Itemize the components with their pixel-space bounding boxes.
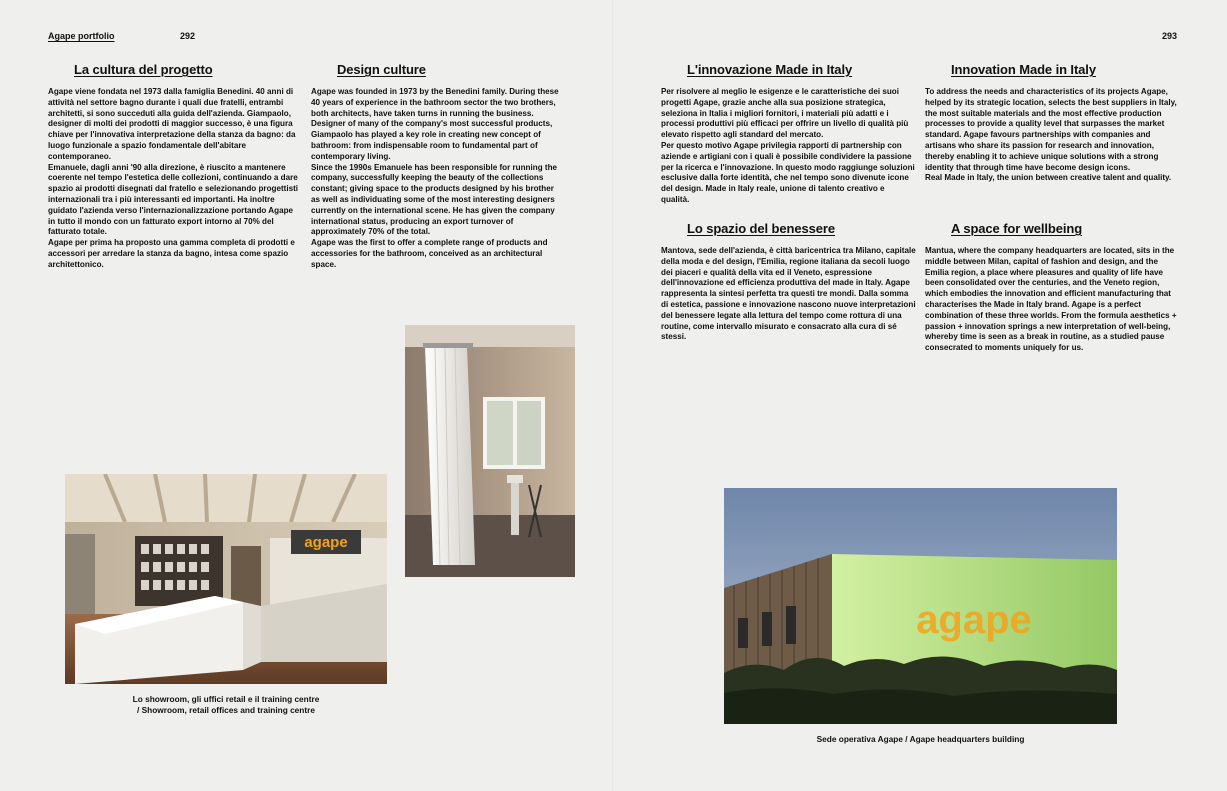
section-title-benessere: Lo spazio del benessere bbox=[687, 221, 835, 236]
section-body-innovazione bbox=[661, 87, 915, 206]
paragraph: Emanuele, dagli anni '90 alla direzione, è riuscito a mantenere coerente nel tempo l'estetica delle collezioni, continuando a dare spazio ai prodotti disegnati dal fratello e selezionando progettisti internazionali tra i più interessanti ed importanti. Ha inoltre guidato l'azienda verso l'internazionalizzazione portando Agape in tutto il mondo con un fatturato export intorno al 70% del fatturato totale. bbox=[48, 162, 299, 237]
paragraph: Per risolvere al meglio le esigenze e le caratteristiche dei suoi progetti Agape, grazie anche alla sua posizione strategica, seleziona in Italia i migliori fornitori, i materiali più adatti e i processi produttivi più efficaci per offrire un livello di qualità più elevato rispetto agli standard del mercato. bbox=[661, 87, 909, 140]
page-number-right: 293 bbox=[1162, 31, 1178, 41]
section-body-wellbeing bbox=[925, 246, 1177, 354]
section-body-benessere bbox=[661, 246, 917, 343]
section-body-design bbox=[311, 87, 565, 271]
paragraph: Since the 1990s Emanuele has been responsible for running the company, successfully keeping the beauty of the collections constant; giving space to the products designed by his brother as well as individuating some of the most interesting designers currently on the international scene. He has given the company international status, producing an export turnover of approximately 70% of the total. bbox=[311, 162, 558, 237]
paragraph: Mantova, sede dell'azienda, è città baricentrica tra Milano, capitale della moda e del design, l'Emilia, regione italiana da secoli luogo dei piaceri e qualità della vita ed il Veneto, espressione dell'innovazione ed efficienza produttiva del made in Italy. Agape rappresenta la sintesi perfetta tra questi tre mondi. Dalla somma di estetica, passione e innovazione nascono nuove interpretazioni del benessere legate alla lettura del tempo come rottura di una routine, come intervallo misurato e consacrato alla cura di sé stessi. bbox=[661, 246, 916, 342]
bathroom-photo bbox=[405, 325, 575, 577]
section-title-wellbeing: A space for wellbeing bbox=[951, 221, 1083, 236]
section-title-cultura: La cultura del progetto bbox=[74, 62, 213, 77]
paragraph: Per questo motivo Agape privilegia rapporti di partnership con aziende e artigiani con i quali è possibile condividere la passione per la ricerca e l'innovazione. In questo modo raggiunge soluzioni esclusive dalla forte identità, che nel tempo sono divenute icone del design. Made in Italy reale, unione di talento creativo e qualità. bbox=[661, 140, 915, 204]
paragraph: Agape per prima ha proposto una gamma completa di prodotti e accessori per arredare la stanza da bagno, intesa come spazio architettonico. bbox=[48, 238, 295, 269]
building-logo: agape bbox=[916, 598, 1032, 642]
section-body-innovation bbox=[925, 87, 1177, 184]
section-body-cultura bbox=[48, 87, 300, 271]
running-header-label: Agape portfolio bbox=[48, 31, 115, 41]
section-title-design: Design culture bbox=[337, 62, 426, 77]
headquarters-photo bbox=[724, 488, 1117, 724]
paragraph: Real Made in Italy, the union between creative talent and quality. bbox=[925, 173, 1172, 183]
showroom-sign-logo: agape bbox=[304, 534, 348, 551]
section-title-innovazione: L'innovazione Made in Italy bbox=[687, 62, 853, 77]
section-title-innovation: Innovation Made in Italy bbox=[951, 62, 1096, 77]
paragraph: Agape was the first to offer a complete range of products and accessories for the bathroom, conceived as an architectural space. bbox=[311, 238, 548, 269]
page-number-left: 292 bbox=[180, 31, 196, 41]
caption-line: Lo showroom, gli uffici retail e il training centre bbox=[132, 694, 320, 704]
showroom-photo bbox=[65, 474, 387, 684]
showroom-caption bbox=[65, 694, 387, 715]
paragraph: Agape was founded in 1973 by the Benedini family. During these 40 years of experience in the bathroom sector the two brothers, both architects, have taken turns in running the business. Designer of many of the company's most successful products, Giampaolo has played a key role in creating new concept of bathroom: from indispensable room to fundamental part of contemporary living. bbox=[311, 87, 559, 161]
caption-line: / Showroom, retail offices and training centre bbox=[137, 704, 315, 715]
paragraph: Agape viene fondata nel 1973 dalla famiglia Benedini. 40 anni di attività nel settore bagno durante i quali due fratelli, entrambi architetti, si sono succeduti alla guida dell'azienda. Giampaolo, designer di molti dei prodotti di maggior successo, è una figura chiave per l'innovativa interpretazione della stanza da bagno: da luogo funzionale a spazio fondamentale dell'abitare contemporaneo. bbox=[48, 87, 296, 161]
paragraph: To address the needs and characteristics of its projects Agape, helped by its strategic location, selects the best suppliers in Italy, the most suitable materials and the most effective production processes to provide a quality level that surpasses the market standard. Agape favours partnerships with companies and artisans who share its passion for research and innovation, thereby enabling it to achieve unique solutions with a strong identity that through time have become design icons. bbox=[925, 87, 1177, 172]
paragraph: Mantua, where the company headquarters are located, sits in the middle between Milan, capital of fashion and design, and the Emilia region, a place where pleasures and quality of life have been consolidated over the centuries, and the Veneto region, which embodies the innovation and efficient manufacturing that characterises the Made in Italy brand. Agape is a perfect combination of these three worlds. From the formula aesthetics + passion + innovation springs a new interpretation of well-being, whereby time is seen as a break in routine, as a studied pause consecrated to moments uniquely for us. bbox=[925, 246, 1177, 353]
headquarters-caption: Sede operativa Agape / Agape headquarters building bbox=[816, 734, 1025, 744]
page-spine bbox=[612, 0, 614, 791]
